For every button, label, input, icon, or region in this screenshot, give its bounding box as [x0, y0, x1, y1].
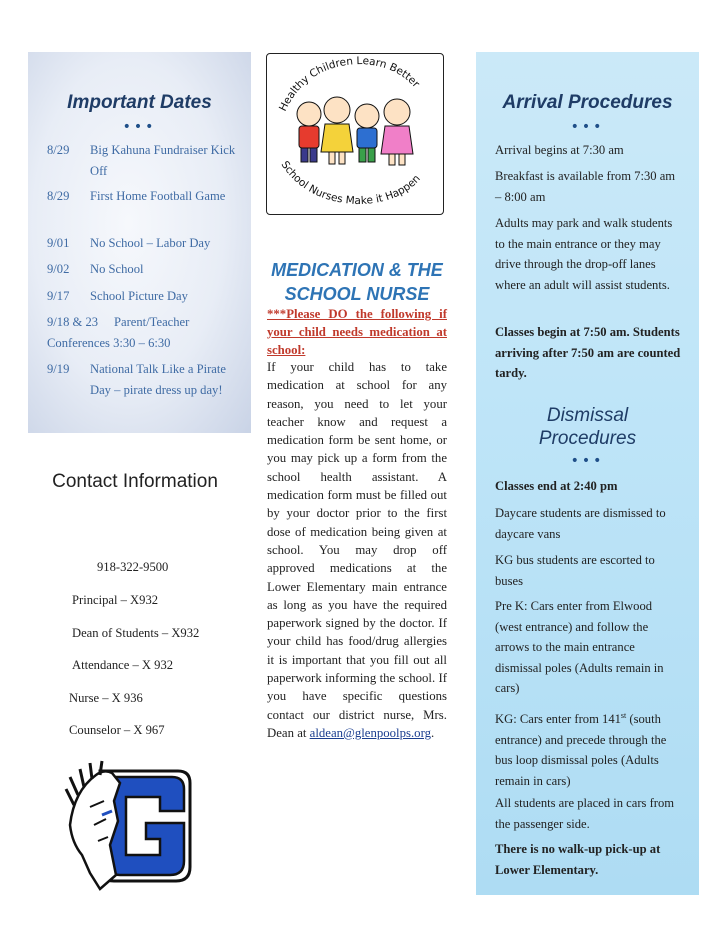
dismissal-kg-cars [495, 706, 681, 791]
date-event: Big Kahuna Fundraiser Kick Off [90, 143, 236, 178]
kg-cars-sup: st [620, 711, 627, 720]
date-event: First Home Football Game [90, 189, 226, 203]
date-event-wrap [47, 312, 245, 354]
date-event: No School – Labor Day [90, 236, 211, 250]
dots-divider: ••• [570, 119, 605, 135]
children-illustration [267, 54, 442, 213]
contact-nurse: Nurse – X 936 [69, 691, 143, 705]
date-event: No School [90, 262, 144, 276]
contact-phone: 918-322-9500 [97, 560, 169, 574]
date-label: 9/01 [47, 236, 70, 250]
medication-text: If your child has to take medication at school for any reason, you need to let your teacher know and request a medication form be sent home, or you may pick up a form from the school health assistant. A medication form must be filled out by your doctor prior to the first dose of medication being given at school. You may drop off approved medications at the Lower Elementary main entrance as long as you have the required paperwork signed by the doctor. If your child has food/drug allergies it is important that you fill out all paperwork informing the school. If you have specific questions contact our district nurse, Mrs. Dean at [267, 360, 447, 740]
contact-dean: Dean of Students – X932 [72, 626, 200, 640]
arrival-start: Arrival begins at 7:30 am [495, 143, 624, 157]
dismissal-passenger: All students are placed in cars from the passenger side. [495, 796, 675, 831]
dismissal-no-walkup: There is no walk-up pick-up at Lower Elementary. [495, 842, 661, 877]
important-dates-panel [28, 52, 251, 433]
date-label: 8/29 [47, 143, 70, 157]
dismissal-title-wrap [476, 404, 699, 450]
date-label: 9/02 [47, 262, 70, 276]
nurse-email-link[interactable]: aldean@glenpoolps.org [309, 725, 432, 740]
healthy-children-logo [266, 53, 444, 215]
school-g-logo [60, 755, 200, 895]
dots-divider: ••• [570, 453, 605, 469]
logo-bottom-text: School Nurses Make it Happen [278, 158, 423, 208]
date-label: 8/29 [47, 189, 70, 203]
date-label: 9/19 [47, 362, 70, 376]
kg-cars-text-b: (south entrance) and precede through the bus loop dismissal poles (Adults remain in cars) [495, 712, 667, 788]
dismissal-prek: Pre K: Cars enter from Elwood (west entrance) and follow the arrows to the main entrance dismissal poles (Adults remain in cars) [495, 599, 664, 695]
arrival-breakfast: Breakfast is available from 7:30 am – 8:00 am [495, 169, 676, 204]
logo-top-text: Healthy Children Learn Better [276, 54, 422, 114]
important-dates-title: Important Dates [67, 92, 212, 113]
date-label: 9/18 & 23 [47, 315, 99, 329]
arrival-classes: Classes begin at 7:50 am. Students arriving after 7:50 am are counted tardy. [495, 325, 681, 380]
date-event: National Talk Like a Pirate Day – pirate dress up day! [90, 362, 226, 397]
svg-text:School Nurses Make it Happen [279, 159, 423, 207]
dismissal-classes-end: Classes end at 2:40 pm [495, 479, 618, 493]
dots-divider: ••• [122, 119, 157, 135]
medication-end: . [431, 725, 435, 740]
contact-counselor: Counselor – X 967 [69, 723, 165, 737]
dismissal-daycare: Daycare students are dismissed to daycare vans [495, 506, 666, 541]
contact-attendance: Attendance – X 932 [72, 658, 174, 672]
dismissal-kg-bus: KG bus students are escorted to buses [495, 553, 655, 588]
contact-principal: Principal – X932 [72, 593, 159, 607]
arrival-title: Arrival Procedures [502, 92, 673, 113]
date-label: 9/17 [47, 289, 70, 303]
dismissal-title: Dismissal Procedures [538, 405, 637, 449]
medication-title: MEDICATION & THE SCHOOL NURSE [271, 260, 443, 304]
medication-body [267, 358, 447, 742]
date-event: Parent/Teacher Conferences 3:30 – 6:30 [47, 315, 190, 350]
arrival-adults: Adults may park and walk students to the main entrance or they may drive through the drop-off lanes where an adult will assist students. [495, 216, 673, 292]
medication-notice: ***Please DO the following if your child needs medication at school: [267, 307, 447, 357]
date-event: School Picture Day [90, 289, 188, 303]
contact-title: Contact Information [52, 471, 218, 492]
kg-cars-text-a: KG: Cars enter from 141 [495, 712, 621, 727]
